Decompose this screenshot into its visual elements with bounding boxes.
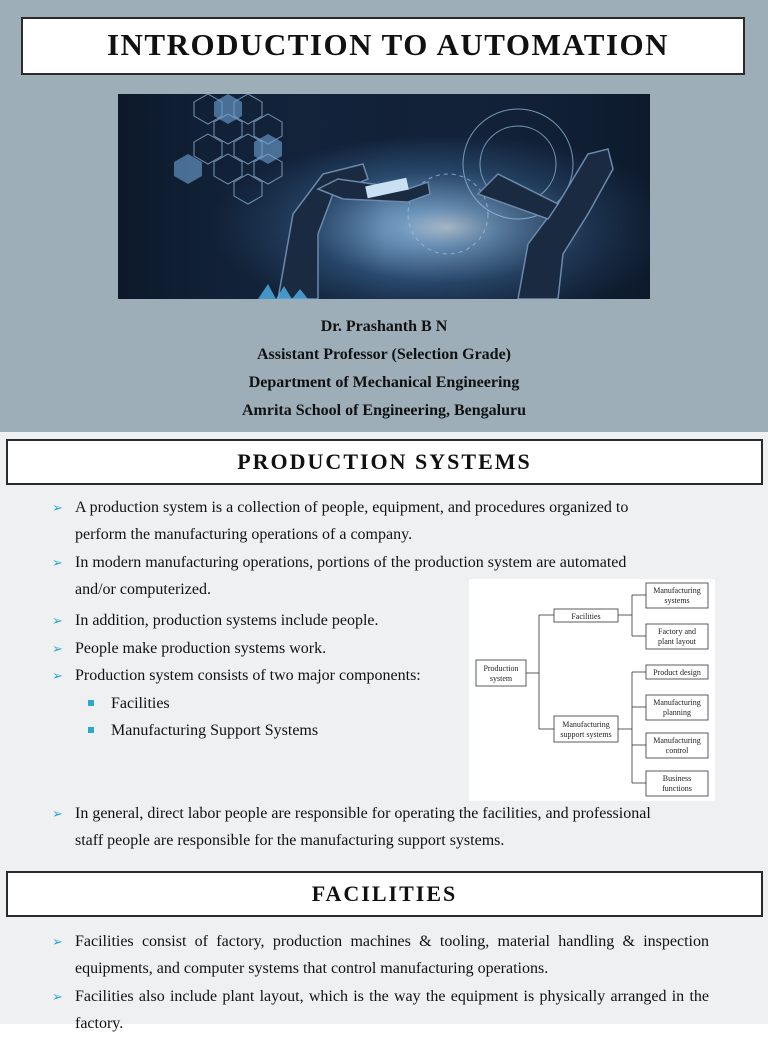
arrow-bullet-icon: ➢ (52, 641, 63, 656)
section-title-box (6, 439, 763, 485)
author-name: Dr. Prashanth B N (320, 318, 448, 335)
diagram-label: Manufacturing (653, 736, 701, 745)
diagram-label: Manufacturing (653, 698, 701, 707)
page-title: INTRODUCTION TO AUTOMATION (106, 27, 670, 62)
square-bullet-icon (88, 700, 94, 706)
section-title: PRODUCTION SYSTEMS (237, 449, 532, 474)
diagram-label: plant layout (658, 637, 696, 646)
diagram-label: systems (664, 596, 690, 605)
diagram-label: planning (663, 708, 691, 717)
diagram-label: system (489, 674, 513, 683)
diagram-label: Facilities (571, 612, 601, 621)
title-box (21, 17, 745, 75)
arrow-bullet-icon: ➢ (52, 806, 63, 821)
arrow-bullet-icon: ➢ (52, 500, 63, 515)
diagram-label: Production (483, 664, 519, 673)
diagram-label: Product design (653, 668, 701, 677)
author-position: Assistant Professor (Selection Grade) (256, 346, 512, 363)
diagram-label: Business (662, 774, 692, 783)
automation-illustration (118, 94, 650, 299)
slide-production-systems: PRODUCTION SYSTEMS ➢ A production system is a collection of people, equipment, and procedures organized to perform the manufacturing operations of a company. ➢ In modern manufacturing operations, portions of the production system are automated and/or computerized. ➢ In addition, production systems include people. ➢ People make production systems work. ➢ Production system consists of two major components: Facilities Manufacturing Support Systems Production system Facilities Manufacturing support systems Manufacturing systems Factory and plant layout Product design Manufacturing planning Manufacturing control Business functions ➢ In general, direct labor people are responsible for operating the facilities, and professional staff people are responsible for the manufacturing support systems. (0, 432, 768, 865)
facilities-bullet: Facilities also include plant layout, which is the way the equipment is physically arranged in the factory. (75, 988, 709, 1032)
author-institution: Amrita School of Engineering, Bengaluru (241, 402, 526, 419)
arrow-bullet-icon: ➢ (52, 989, 63, 1004)
diagram-label: functions (662, 784, 692, 793)
diagram-label: control (665, 746, 689, 755)
author-department: Department of Mechanical Engineering (248, 374, 520, 391)
section-title: FACILITIES (311, 881, 458, 906)
author-block (0, 313, 768, 425)
arrow-bullet-icon: ➢ (52, 934, 63, 949)
diagram-svg (469, 579, 715, 801)
slide-intro (0, 0, 768, 432)
diagram-label: Factory and (658, 627, 696, 636)
section-title-box (6, 871, 763, 917)
arrow-bullet-icon: ➢ (52, 555, 63, 570)
diagram-label: support systems (560, 730, 612, 739)
production-system-diagram (469, 579, 715, 801)
arrow-bullet-icon: ➢ (52, 668, 63, 683)
hero-image (118, 94, 650, 299)
facilities-bullet: Facilities consist of factory, production machines & tooling, material handling & inspection equipments, and computer systems that control manufacturing operations. (75, 933, 709, 977)
diagram-label: Manufacturing (562, 720, 610, 729)
square-bullet-icon (88, 727, 94, 733)
diagram-label: Manufacturing (653, 586, 701, 595)
slide-facilities (0, 865, 768, 1032)
arrow-bullet-icon: ➢ (52, 613, 63, 628)
